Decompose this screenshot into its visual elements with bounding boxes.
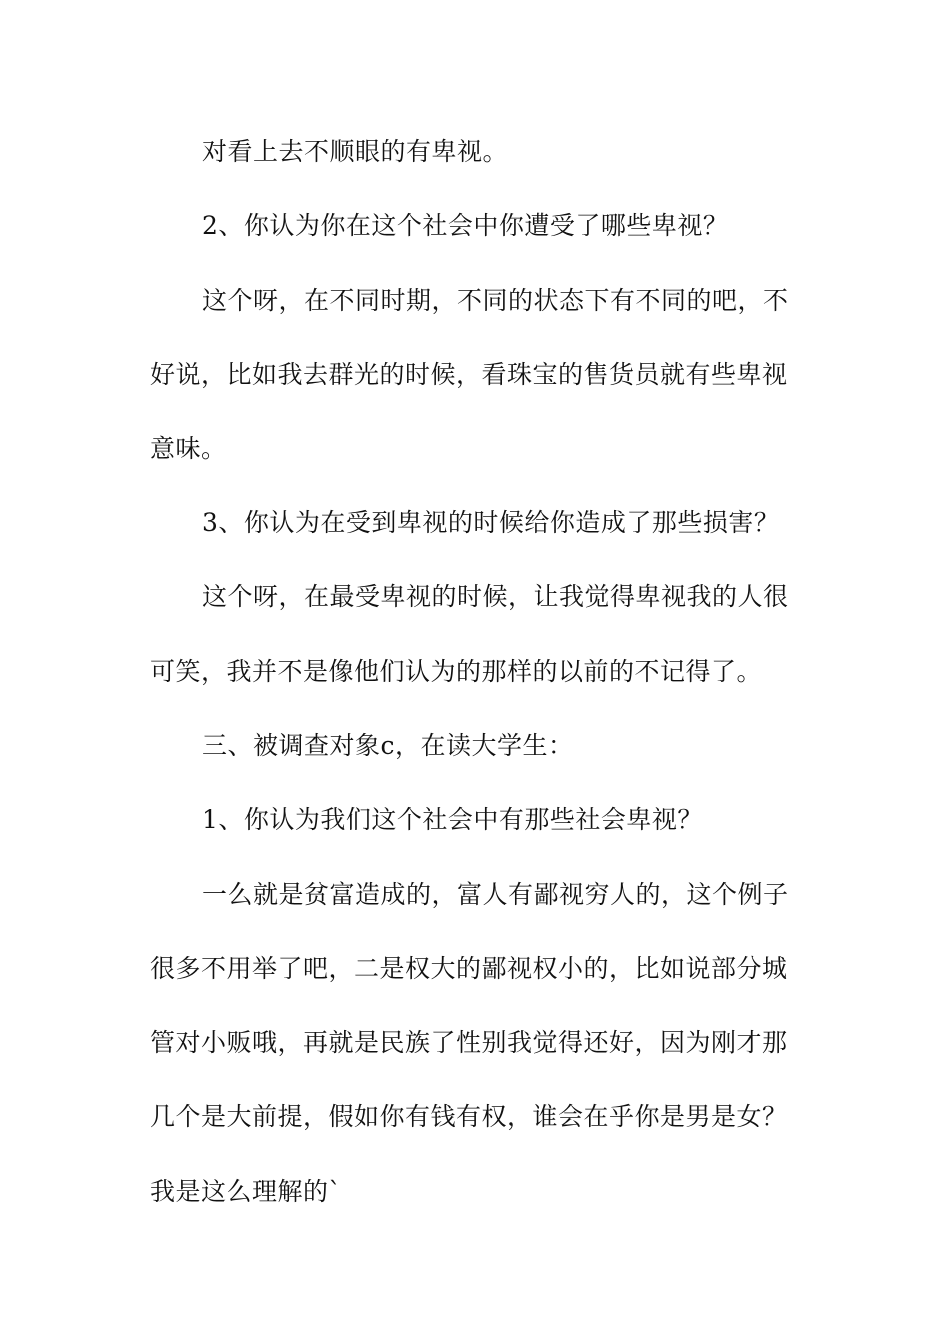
text-line-11: 一么就是贫富造成的，富人有鄙视穷人的，这个例子 — [202, 880, 789, 909]
text-line-2: 2、你认为你在这个社会中你遭受了哪些卑视？ — [202, 211, 729, 240]
text-line-4: 好说，比如我去群光的时候，看珠宝的售货员就有些卑视 — [150, 360, 788, 389]
text-line-8: 可笑，我并不是像他们认为的那样的以前的不记得了。 — [150, 657, 763, 686]
text-line-10: 1、你认为我们这个社会中有那些社会卑视？ — [202, 805, 703, 834]
text-line-15: 我是这么理解的` — [150, 1177, 342, 1206]
text-line-3: 这个呀，在不同时期，不同的状态下有不同的吧，不 — [202, 286, 789, 315]
text-line-5: 意味。 — [150, 434, 227, 463]
text-line-1: 对看上去不顺眼的有卑视。 — [202, 137, 509, 166]
text-line-6: 3、你认为在受到卑视的时候给你造成了那些损害？ — [202, 508, 780, 537]
text-line-7: 这个呀，在最受卑视的时候，让我觉得卑视我的人很 — [202, 582, 789, 611]
text-line-12: 很多不用举了吧，二是权大的鄙视权小的，比如说部分城 — [150, 954, 788, 983]
text-line-9: 三、被调查对象c，在读大学生： — [202, 731, 574, 760]
text-line-13: 管对小贩哦，再就是民族了性别我觉得还好，因为刚才那 — [150, 1028, 788, 1057]
text-line-14: 几个是大前提，假如你有钱有权，谁会在乎你是男是女？ — [150, 1102, 788, 1131]
